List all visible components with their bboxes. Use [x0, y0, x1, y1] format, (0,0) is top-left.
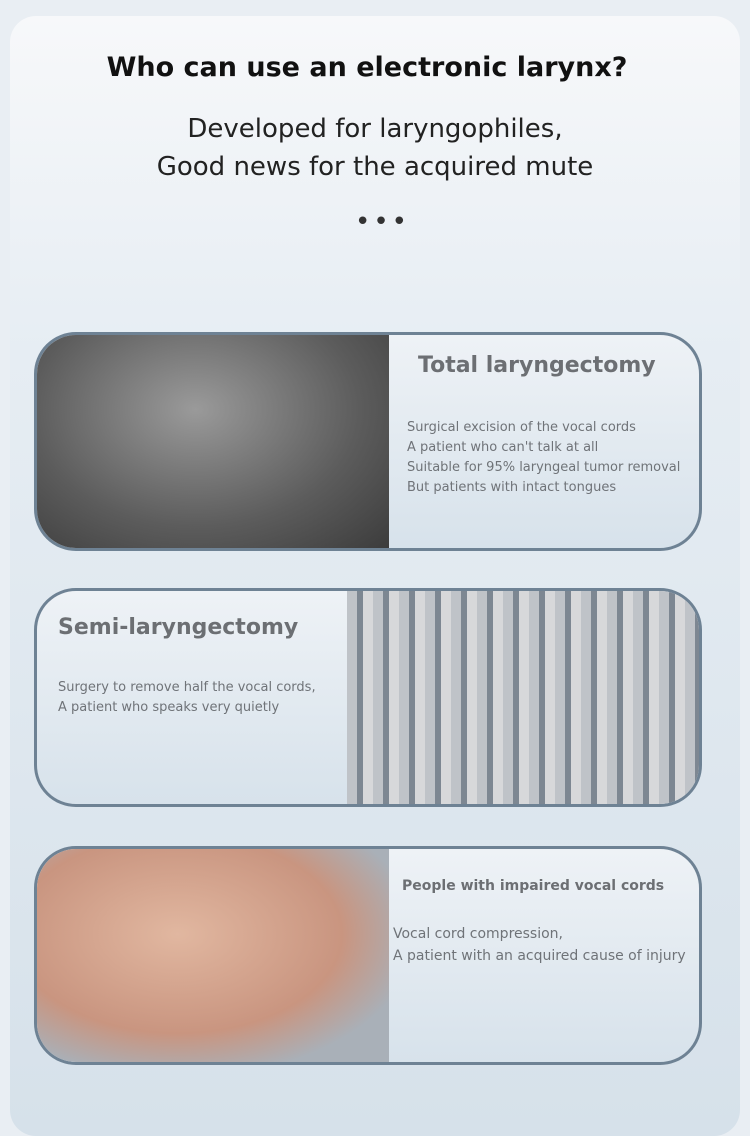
card-total-laryngectomy: [34, 332, 702, 551]
subtitle: [0, 110, 750, 186]
ellipsis-dots: •••: [355, 207, 411, 237]
description-line: A patient who speaks very quietly: [58, 700, 280, 715]
card-description: [58, 678, 316, 718]
subtitle-line: Good news for the acquired mute: [156, 152, 594, 182]
subtitle-line: Developed for laryngophiles,: [187, 114, 563, 144]
description-line: But patients with intact tongues: [407, 480, 617, 495]
card-title: Semi-laryngectomy: [58, 615, 299, 640]
card-description: [407, 418, 680, 498]
page-title: Who can use an electronic larynx?: [106, 52, 628, 83]
description-line: Surgical excision of the vocal cords: [407, 420, 636, 435]
description-line: A patient who can't talk at all: [407, 440, 599, 455]
patient-photo: [37, 335, 389, 548]
card-semi-laryngectomy: [34, 588, 702, 807]
card-title: Total laryngectomy: [418, 353, 656, 378]
description-line: Surgery to remove half the vocal cords,: [58, 680, 316, 695]
description-line: Vocal cord compression,: [393, 926, 563, 942]
card-description: [393, 923, 686, 967]
card-impaired-vocal-cords: [34, 846, 702, 1065]
description-line: A patient with an acquired cause of injury: [393, 948, 686, 964]
patient-photo: [347, 591, 699, 804]
neck-photo: [37, 849, 389, 1062]
description-line: Suitable for 95% laryngeal tumor removal: [407, 460, 681, 475]
card-title: People with impaired vocal cords: [402, 878, 665, 894]
